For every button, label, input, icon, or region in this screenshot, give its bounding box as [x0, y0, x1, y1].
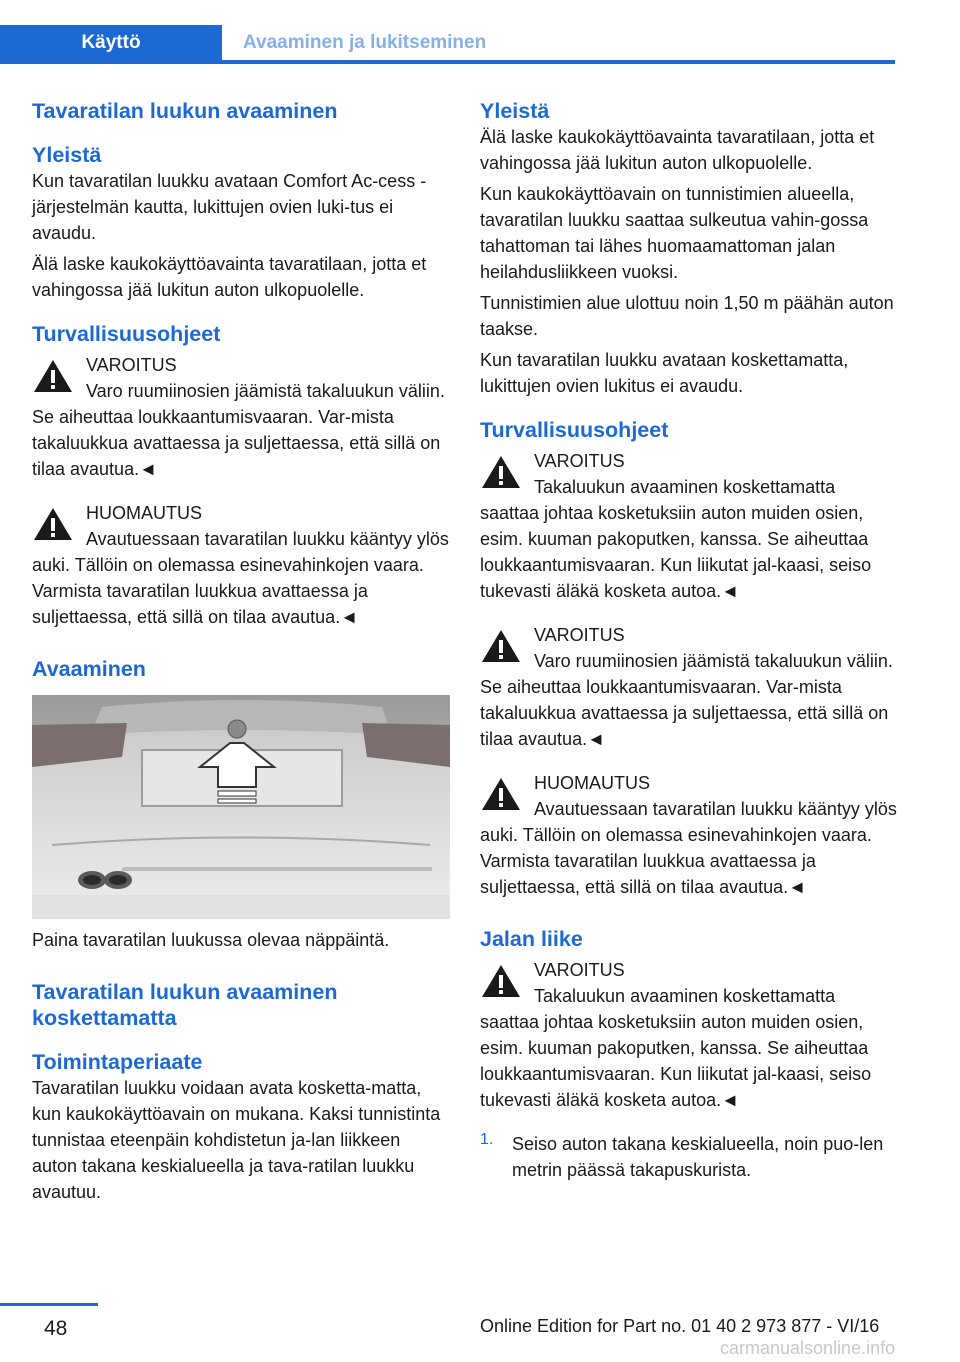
- car-rear-trunk-button-image: [32, 695, 450, 919]
- warning-text: Varo ruumiinosien jäämistä takaluukun väliin. Se aiheuttaa loukkaantumisvaaran. Var‐mista takaluukkua avattaessa ja suljettaessa, että sillä on tilaa avautua.◄: [480, 651, 893, 749]
- warning-triangle-icon: [480, 454, 522, 490]
- paragraph: Tavaratilan luukku voidaan avata kosketta‐matta, kun kaukokäyttöavain on mukana. Kaksi tunnistinta tunnistaa eteenpäin kohdistetun ja‐lan liikkeen auton takana keskialueella ja tava‐ratilan luukku avautuu.: [32, 1078, 441, 1202]
- notice-title: HUOMAUTUS: [534, 773, 650, 793]
- edition-info: Online Edition for Part no. 01 40 2 973 877 - VI/16: [480, 1316, 880, 1336]
- header-rule: [0, 60, 895, 64]
- paragraph: Älä laske kaukokäyttöavainta tavaratilaan, jotta et vahingossa jää lukitun auton ulkopuolelle.: [32, 254, 427, 300]
- footer-rule: [0, 1303, 98, 1306]
- left-column: [32, 98, 450, 1205]
- heading-opening: Avaaminen: [32, 657, 146, 681]
- paragraph: Tunnistimien alue ulottuu noin 1,50 m päähän auton taakse.: [480, 293, 894, 339]
- warning-block: [32, 352, 450, 482]
- warning-block: [480, 448, 898, 604]
- step-number: 1.: [480, 1131, 494, 1148]
- notice-block: [32, 500, 450, 630]
- warning-triangle-icon: [480, 628, 522, 664]
- notice-text: Avautuessaan tavaratilan luukku kääntyy ylös auki. Tällöin on olemassa esinevahinkojen vaara. Varmista tavaratilan luukkua avattaessa ja suljettaessa, että sillä on tilaa avautua.◄: [32, 529, 449, 627]
- page-header: [0, 0, 895, 64]
- heading-safety: Turvallisuusohjeet: [480, 418, 669, 442]
- page-number: 48: [44, 1317, 68, 1340]
- warning-title: VAROITUS: [534, 960, 625, 980]
- warning-triangle-icon: [480, 776, 522, 812]
- paragraph: Älä laske kaukokäyttöavainta tavaratilaan, jotta et vahingossa jää lukitun auton ulkopuolelle.: [480, 127, 875, 173]
- heading-general: Yleistä: [32, 143, 102, 167]
- chapter-tab[interactable]: Käyttö: [0, 25, 222, 61]
- warning-block: [480, 957, 898, 1113]
- notice-title: HUOMAUTUS: [86, 503, 202, 523]
- notice-text: Avautuessaan tavaratilan luukku kääntyy ylös auki. Tällöin on olemassa esinevahinkojen vaara. Varmista tavaratilan luukkua avattaessa ja suljettaessa, että sillä on tilaa avautua.◄: [480, 799, 897, 897]
- warning-triangle-icon: [32, 358, 74, 394]
- warning-block: [480, 622, 898, 752]
- section-title-trunk-opening: Tavaratilan luukun avaaminen: [32, 99, 338, 123]
- section-title-hands-free: Tavaratilan luukun avaaminen koskettamatta: [32, 980, 338, 1030]
- warning-title: VAROITUS: [534, 625, 625, 645]
- warning-triangle-icon: [32, 506, 74, 542]
- warning-title: VAROITUS: [534, 451, 625, 471]
- list-item-step-1: [480, 1131, 898, 1183]
- paragraph: Kun tavaratilan luukku avataan Comfort Ac‐cess -järjestelmän kautta, lukittujen ovien luki‐tus ei avaudu.: [32, 171, 427, 243]
- paragraph: Kun kaukokäyttöavain on tunnistimien alueella, tavaratilan luukku saattaa sulkeutua vahin‐gossa tahattoman tai lähes huomaamattoman jalan heilahdusliikkeen vuoksi.: [480, 184, 869, 282]
- step-text: Seiso auton takana keskialueella, noin puo‐len metrin päässä takapuskurista.: [512, 1134, 884, 1180]
- warning-title: VAROITUS: [86, 355, 177, 375]
- warning-text: Varo ruumiinosien jäämistä takaluukun väliin. Se aiheuttaa loukkaantumisvaaran. Var‐mista takaluukkua avattaessa ja suljettaessa, että sillä on tilaa avautua.◄: [32, 381, 445, 479]
- section-tab[interactable]: Avaaminen ja lukitseminen: [243, 32, 487, 53]
- warning-text: Takaluukun avaaminen koskettamatta saattaa johtaa kosketuksiin auton muiden osien, esim. kuuman pakoputken, kanssa. Se aiheuttaa loukkaantumisvaaran. Kun liikutat jal‐kaasi, seiso tukevasti äläkä kosketa autoa.◄: [480, 986, 872, 1110]
- notice-block: [480, 770, 898, 900]
- paragraph: Kun tavaratilan luukku avataan koskettamatta, lukittujen ovien lukitus ei avaudu.: [480, 350, 849, 396]
- heading-principle: Toimintaperiaate: [32, 1050, 203, 1074]
- warning-triangle-icon: [480, 963, 522, 999]
- heading-general: Yleistä: [480, 99, 550, 123]
- image-caption: Paina tavaratilan luukussa olevaa näppäintä.: [32, 930, 390, 950]
- heading-foot-movement: Jalan liike: [480, 927, 583, 951]
- heading-safety: Turvallisuusohjeet: [32, 322, 221, 346]
- watermark: carmanualsonline.info: [720, 1338, 896, 1358]
- right-column: [480, 98, 898, 1183]
- warning-text: Takaluukun avaaminen koskettamatta saattaa johtaa kosketuksiin auton muiden osien, esim. kuuman pakoputken, kanssa. Se aiheuttaa loukkaantumisvaaran. Kun liikutat jal‐kaasi, seiso tukevasti äläkä kosketa autoa.◄: [480, 477, 872, 601]
